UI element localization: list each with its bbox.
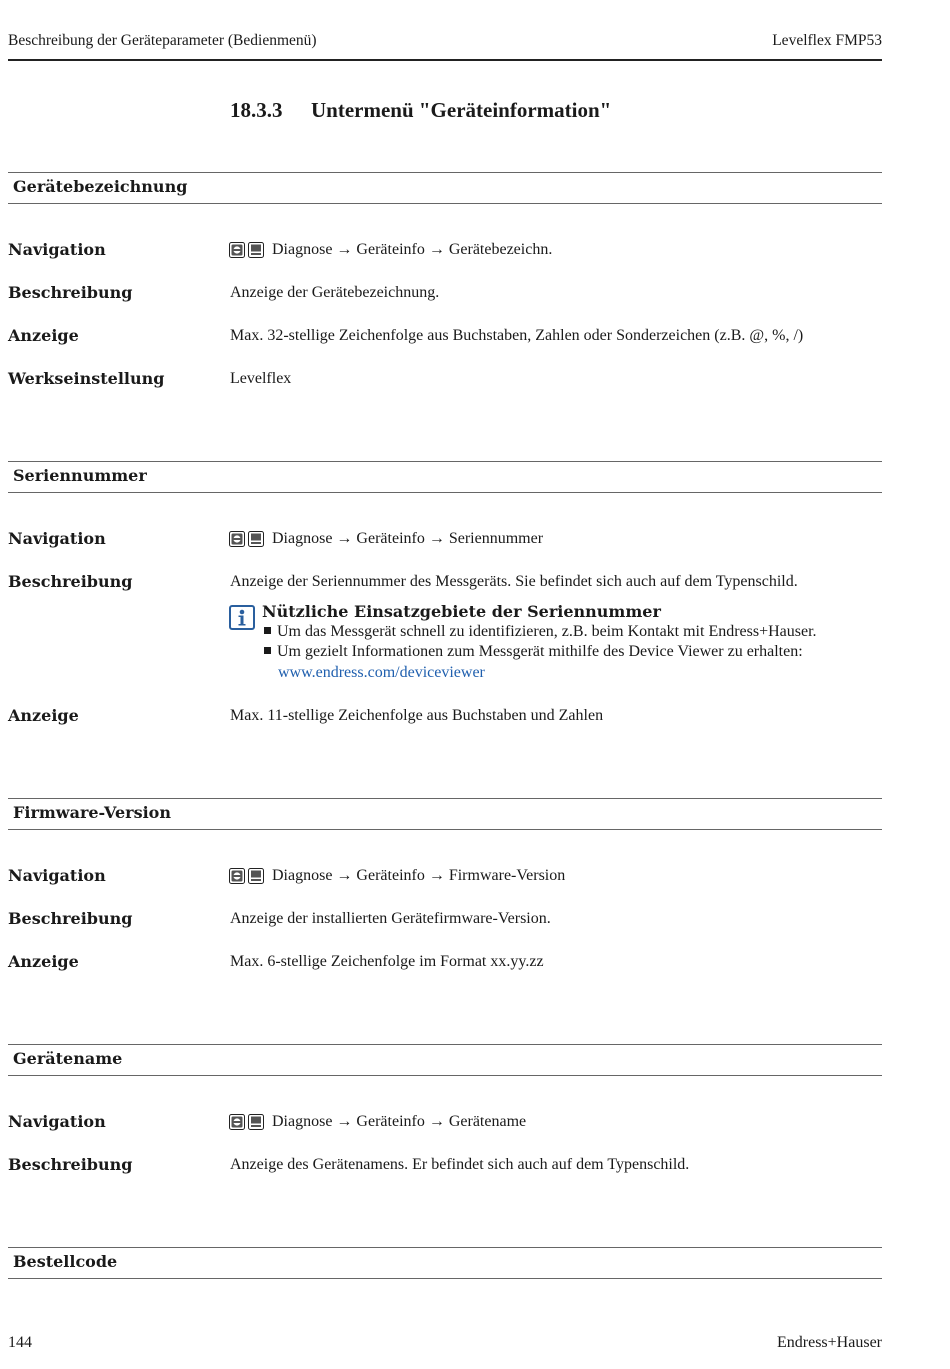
label-navigation: Navigation xyxy=(8,1112,106,1131)
label-navigation: Navigation xyxy=(8,866,106,885)
section-header-geraetename xyxy=(8,1044,882,1076)
display-icon xyxy=(248,242,264,258)
section-title: Gerätename xyxy=(13,1049,123,1068)
label-anzeige: Anzeige xyxy=(8,326,79,345)
description-text: Anzeige der Gerätebezeichnung. xyxy=(230,284,440,301)
display-icon xyxy=(248,531,264,547)
chapter-number: 18.3.3 xyxy=(230,98,283,122)
label-navigation: Navigation xyxy=(8,529,106,548)
section-title: Firmware-Version xyxy=(13,803,171,822)
section-header-geraetebezeichnung xyxy=(8,172,882,204)
navigation-path-row xyxy=(229,241,552,259)
info-icon xyxy=(229,605,255,630)
header-rule xyxy=(8,59,882,61)
label-beschreibung: Beschreibung xyxy=(8,909,133,928)
label-beschreibung: Beschreibung xyxy=(8,572,133,591)
page-number: 144 xyxy=(8,1334,32,1351)
chapter-title: Untermenü "Geräteinformation" xyxy=(311,98,612,122)
display-value: Max. 11-stellige Zeichenfolge aus Buchstaben und Zahlen xyxy=(230,707,604,724)
navigation-path: Diagnose → Geräteinfo → Gerätebezeichn. xyxy=(272,241,553,258)
display-value: Max. 6-stellige Zeichenfolge im Format xx.yy.zz xyxy=(230,953,544,970)
navigation-path: Diagnose → Geräteinfo → Gerätename xyxy=(272,1113,527,1130)
label-beschreibung: Beschreibung xyxy=(8,283,133,302)
deviceviewer-link[interactable]: www.endress.com/deviceviewer xyxy=(278,664,485,681)
description-text: Anzeige der Seriennummer des Messgeräts. Sie befindet sich auch auf dem Typenschild. xyxy=(230,573,798,590)
section-title: Seriennummer xyxy=(13,466,147,485)
bullet xyxy=(264,627,271,634)
navigation-path: Diagnose → Geräteinfo → Seriennummer xyxy=(272,530,544,547)
section-title: Bestellcode xyxy=(13,1252,118,1271)
label-beschreibung: Beschreibung xyxy=(8,1155,133,1174)
section-header-firmware-version xyxy=(8,798,882,830)
display-value: Max. 32-stellige Zeichenfolge aus Buchstaben, Zahlen oder Sonderzeichen (z.B. @, %, /) xyxy=(230,327,804,344)
chapter-heading xyxy=(230,98,611,123)
label-navigation: Navigation xyxy=(8,240,106,259)
label-werkseinstellung: Werkseinstellung xyxy=(8,369,165,388)
footer-brand: Endress+Hauser xyxy=(777,1334,882,1351)
hint-list-item: Um das Messgerät schnell zu identifizieren, z.B. beim Kontakt mit Endress+Hauser. xyxy=(264,623,817,641)
description-text: Anzeige der installierten Gerätefirmware-Version. xyxy=(230,910,551,927)
section-title: Gerätebezeichnung xyxy=(13,177,188,196)
label-anzeige: Anzeige xyxy=(8,952,79,971)
navigation-path-row xyxy=(229,867,565,885)
label-anzeige: Anzeige xyxy=(8,706,79,725)
description-text: Anzeige des Gerätenamens. Er befindet sich auch auf dem Typenschild. xyxy=(230,1156,690,1173)
operating-tool-icon xyxy=(229,242,245,258)
operating-tool-icon xyxy=(229,868,245,884)
navigation-path-row xyxy=(229,1113,526,1131)
navigation-path: Diagnose → Geräteinfo → Firmware-Version xyxy=(272,867,566,884)
hint-title: Nützliche Einsatzgebiete der Seriennummer xyxy=(262,602,661,621)
operating-tool-icon xyxy=(229,1114,245,1130)
hint-list-item: Um gezielt Informationen zum Messgerät mithilfe des Device Viewer zu erhalten: xyxy=(264,643,803,661)
section-header-seriennummer xyxy=(8,461,882,493)
operating-tool-icon xyxy=(229,531,245,547)
display-icon xyxy=(248,868,264,884)
factory-setting-value: Levelflex xyxy=(230,370,292,387)
display-icon xyxy=(248,1114,264,1130)
navigation-path-row xyxy=(229,530,543,548)
section-header-bestellcode xyxy=(8,1247,882,1279)
bullet xyxy=(264,647,271,654)
running-header-title: Beschreibung der Geräteparameter (Bedienmenü) xyxy=(8,32,317,49)
running-header-product: Levelflex FMP53 xyxy=(772,32,882,49)
